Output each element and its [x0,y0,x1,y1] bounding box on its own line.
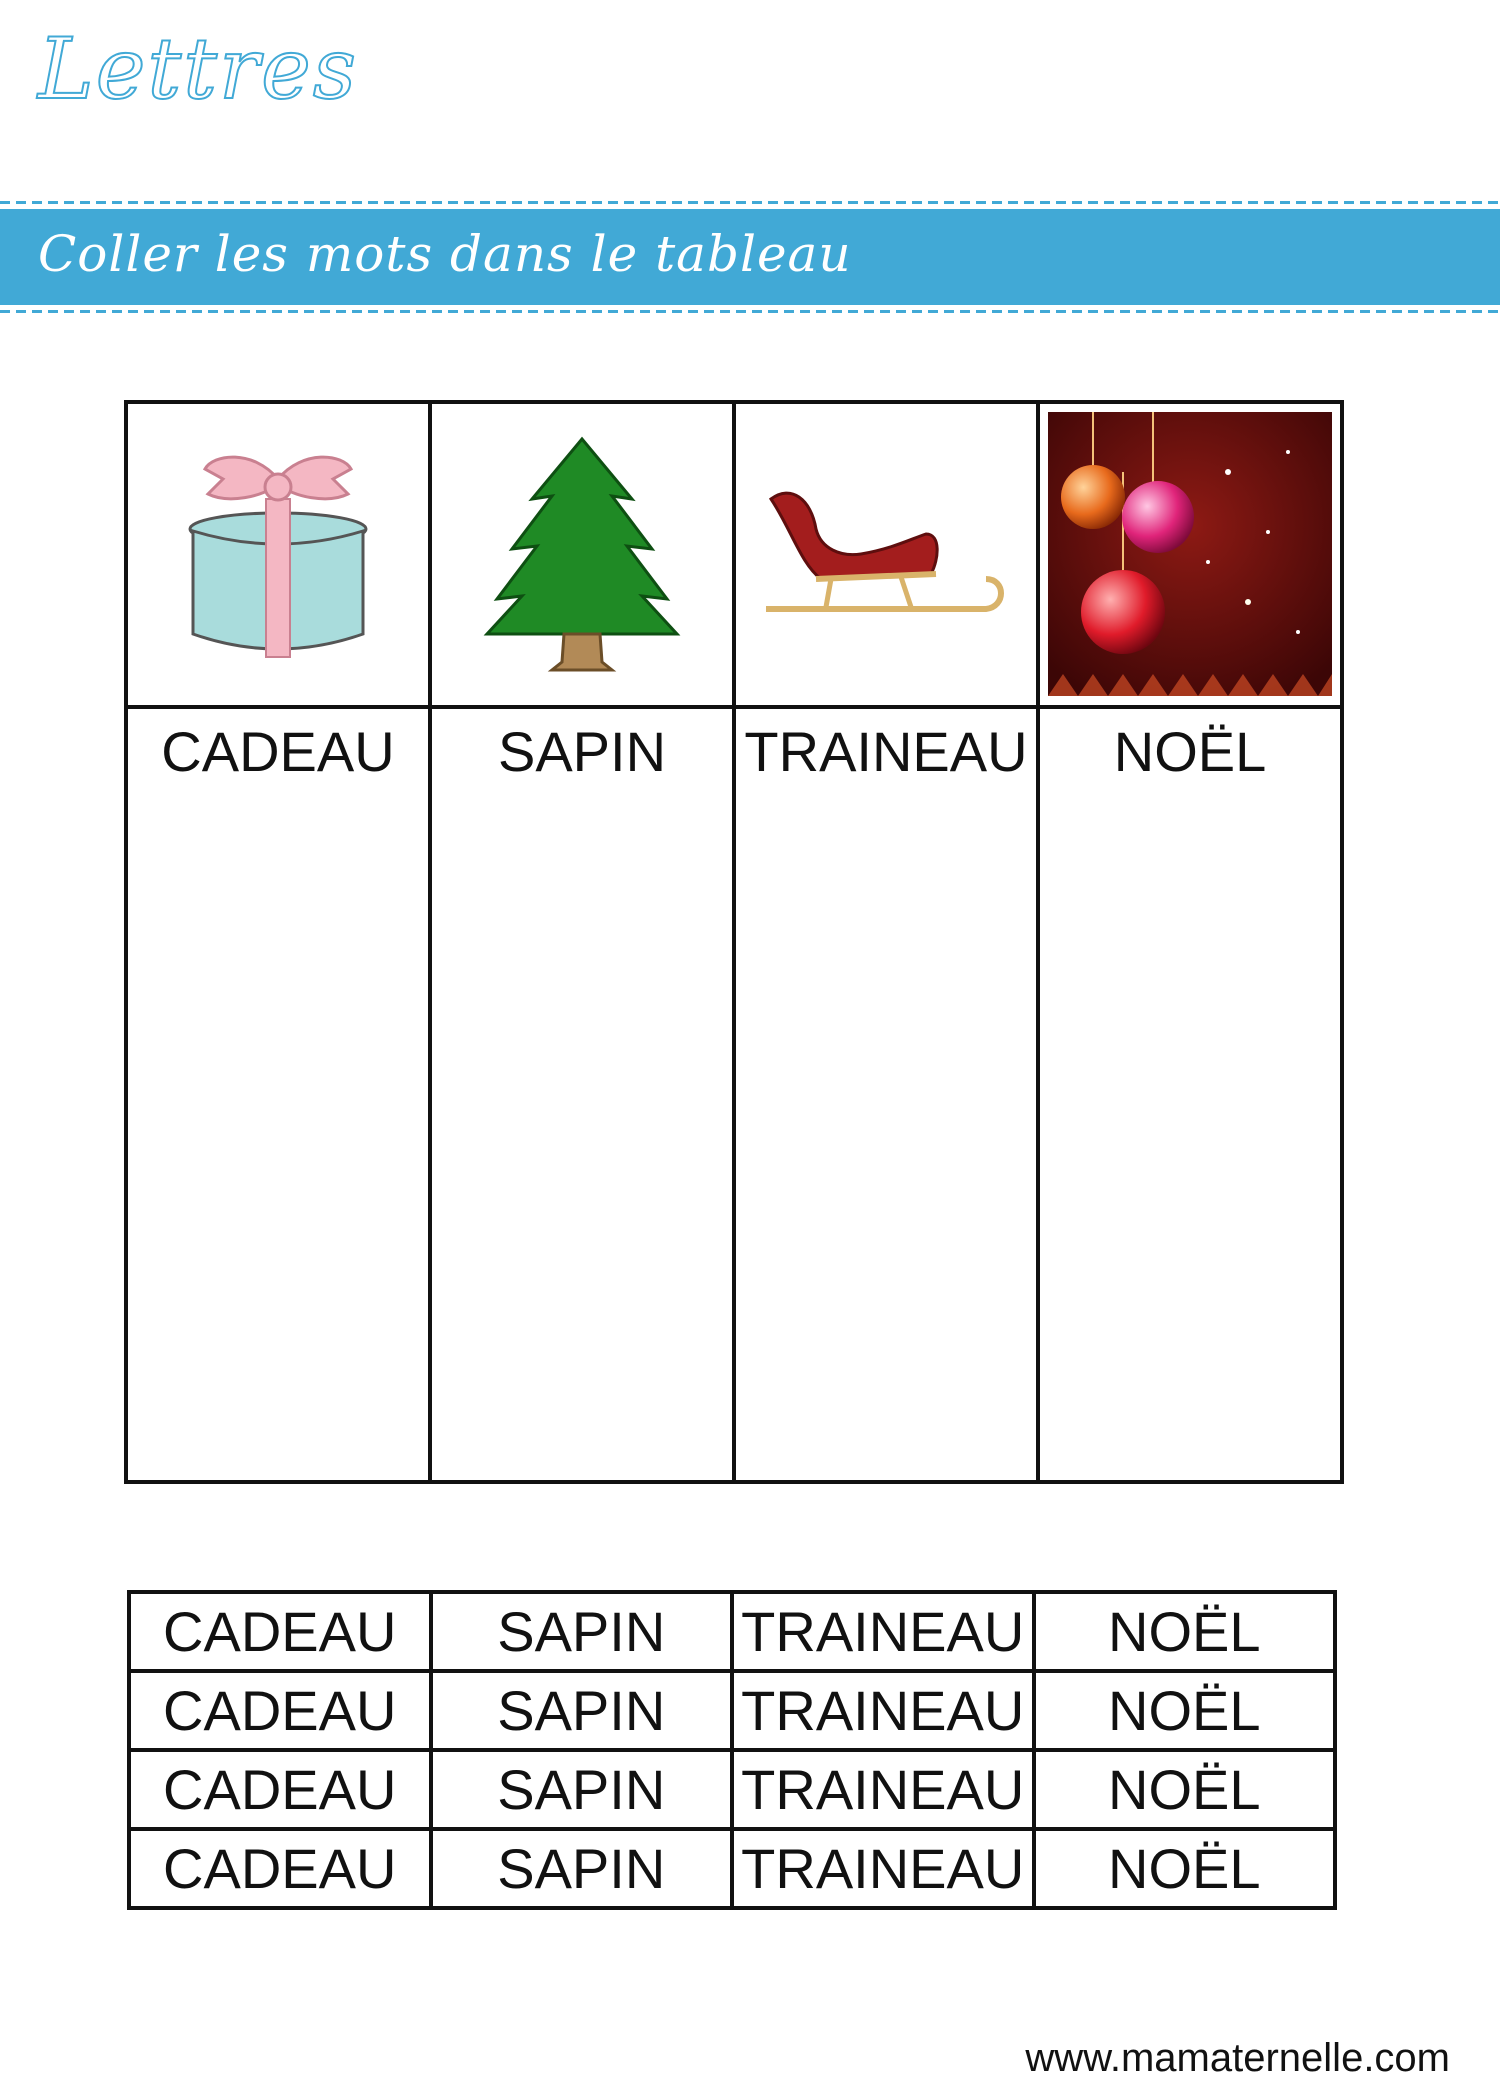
page-title: Lettres [38,20,358,118]
column-heading: SAPIN [497,719,667,783]
drop-zone-traineau[interactable] [734,707,1038,1482]
gift-icon [183,439,373,669]
drop-zone-noel[interactable] [1038,707,1342,1482]
picture-cell-noel [1038,402,1342,707]
column-heading: CADEAU [161,719,395,783]
instruction-banner [0,209,1500,305]
cutout-word[interactable]: SAPIN [431,1829,733,1908]
sleigh-icon [761,479,1011,629]
cutout-word[interactable]: TRAINEAU [732,1750,1034,1829]
cutout-word[interactable]: SAPIN [431,1671,733,1750]
cutout-row [129,1592,1335,1671]
cutout-word[interactable]: NOËL [1034,1829,1336,1908]
column-heading: TRAINEAU [744,719,1028,783]
instruction-text: Coller les mots dans le tableau [38,225,852,283]
cutout-row [129,1829,1335,1908]
cutout-word[interactable]: CADEAU [129,1671,431,1750]
cutout-word[interactable]: TRAINEAU [732,1592,1034,1671]
cutout-word[interactable]: TRAINEAU [732,1671,1034,1750]
cutout-row [129,1671,1335,1750]
picture-cell-traineau [734,402,1038,707]
cutout-words-table [127,1590,1337,1910]
picture-row [126,402,1342,707]
cutout-word[interactable]: NOËL [1034,1750,1336,1829]
cutout-word[interactable]: CADEAU [129,1750,431,1829]
cutout-word[interactable]: CADEAU [129,1829,431,1908]
cutout-row [129,1750,1335,1829]
cutout-word[interactable]: SAPIN [431,1592,733,1671]
sorting-table [124,400,1344,1484]
drop-zone-sapin[interactable] [430,707,734,1482]
column-heading: NOËL [1113,719,1267,783]
site-url: www.mamaternelle.com [1025,2036,1450,2080]
cutout-word[interactable]: NOËL [1034,1671,1336,1750]
word-row [126,707,1342,1482]
cutout-word[interactable]: NOËL [1034,1592,1336,1671]
picture-cell-cadeau [126,402,430,707]
cutout-word[interactable]: CADEAU [129,1592,431,1671]
christmas-ornaments-icon [1048,412,1332,696]
tree-icon [482,434,682,674]
cutout-word[interactable]: TRAINEAU [732,1829,1034,1908]
drop-zone-cadeau[interactable] [126,707,430,1482]
picture-cell-sapin [430,402,734,707]
cutout-word[interactable]: SAPIN [431,1750,733,1829]
